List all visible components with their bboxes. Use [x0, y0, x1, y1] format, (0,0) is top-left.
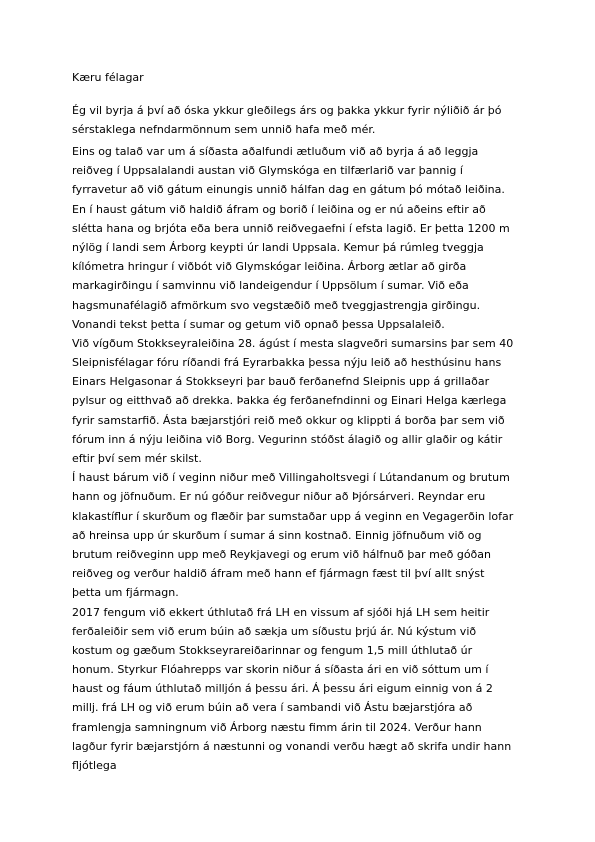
paragraph-body: [72, 142, 532, 775]
text-line: kílómetra hringur í viðbót við Glymskógar leiðina. Árborg ætlar að girða: [72, 260, 467, 274]
paragraph-intro: [72, 101, 532, 139]
text-line: Einars Helgasonar á Stokkseyri þar bauð ferðanefnd Sleipnis upp á grillaðar: [72, 375, 490, 389]
text-line: hagsmunafélagið afmörkum svo vegstæðið með tveggjastrengja girðingu.: [72, 298, 481, 312]
text-line: En í haust gátum við haldið áfram og borið í leiðina og er nú aðeins eftir að: [72, 202, 486, 216]
text-line: framlengja samningnum við Árborg næstu fimm árin til 2024. Verður hann: [72, 720, 482, 734]
text-line: eftir því sem mér skilst.: [72, 452, 202, 465]
text-line: fyrir samstarfið. Ásta bæjarstjóri reið með okkur og klippti á borða þar sem við: [72, 413, 505, 427]
text-line: slétta hana og brjóta eða bera unnið reiðvegaefni í efsta lagið. Er þetta 1200 m: [72, 221, 510, 235]
text-line: Ég vil byrja á því að óska ykkur gleðilegs árs og þakka ykkur fyrir nýliðið ár þó: [72, 104, 502, 117]
text-line: kostum og gæðum Stokkseyrareiðarinnar og fengum 1,5 mill úthlutað úr: [72, 643, 473, 657]
text-line: brutum reiðveginn upp með Reykjavegi og erum við hálfnuð þar með góðan: [72, 547, 492, 561]
text-line: klakastíflur í skurðum og flæðir þar sumstaðar upp á veginn en Vegagerðin lofar: [72, 509, 514, 523]
text-line: að hreinsa upp úr skurðum í sumar á sinn kostnað. Einnig jöfnuðum við og: [72, 528, 482, 542]
text-line: fljótlega: [72, 759, 117, 772]
text-line: millj. frá LH og við erum búin að vera í sambandi við Ástu bæjarstjóra að: [72, 701, 473, 715]
text-line: lagður fyrir bæjarstjórn á næstunni og vonandi verðu hægt að skrifa undir hann: [72, 739, 512, 753]
text-line: Við vígðum Stokkseyraleiðina 28. ágúst í mesta slagveðri sumarsins þar sem 40: [72, 336, 514, 350]
text-line: 2017 fengum við ekkert úthlutað frá LH en vissum af sjóði hjá LH sem heitir: [72, 605, 490, 619]
text-line: sérstaklega nefndarmönnum sem unnið hafa með mér.: [72, 123, 376, 137]
text-line: Sleipnisfélagar fóru ríðandi frá Eyrarbakka þessa nýju leið að hesthúsinu hans: [72, 356, 502, 370]
greeting: Kæru félagar: [72, 71, 144, 84]
text-line: reiðveg í Uppsalalandi austan við Glymskóga en tilfærlarið var þannig í: [72, 164, 463, 178]
text-line: Eins og talað var um á síðasta aðalfundi ætluðum við að byrja á að leggja: [72, 145, 479, 158]
text-line: fyrravetur að við gátum einungis unnið hálfan dag en gátum þó mótað leiðina.: [72, 183, 505, 197]
text-line: þetta um fjármagn.: [72, 586, 179, 600]
text-line: hann og jöfnuðum. Er nú góður reiðvegur niður að Þjórsárveri. Reyndar eru: [72, 490, 486, 504]
text-line: Vonandi tekst þetta í sumar og getum við opnað þessa Uppsalaleið.: [72, 317, 445, 331]
text-line: markagirðingu í samvinnu við landeigendur í Uppsölum í sumar. Við eða: [72, 279, 469, 293]
text-line: pylsur og eitthvað að drekka. Þakka ég ferðanefndinni og Einari Helga kærlega: [72, 394, 507, 408]
text-line: honum. Styrkur Flóahrepps var skorin niður á síðasta ári en við sóttum um í: [72, 663, 489, 677]
text-line: Í haust bárum við í veginn niður með Villingaholtsvegi í Lútandanum og brutum: [72, 471, 510, 485]
text-line: ferðaleiðir sem við erum búin að sækja um síðustu þrjú ár. Nú kýstum við: [72, 624, 477, 638]
text-line: fórum inn á nýju leiðina við Borg. Vegurinn stóðst álagið og allir glaðir og kátir: [72, 432, 503, 446]
text-line: nýlög í landi sem Árborg keypti úr landi Uppsala. Kemur þá rúmleg tveggja: [72, 240, 484, 254]
text-line: haust og fáum úthlutað milljón á þessu ári. Á þessu ári eigum einnig von á 2: [72, 682, 493, 696]
text-line: reiðveg og verður haldið áfram með hann ef fjármagn fæst til því allt snýst: [72, 567, 485, 581]
